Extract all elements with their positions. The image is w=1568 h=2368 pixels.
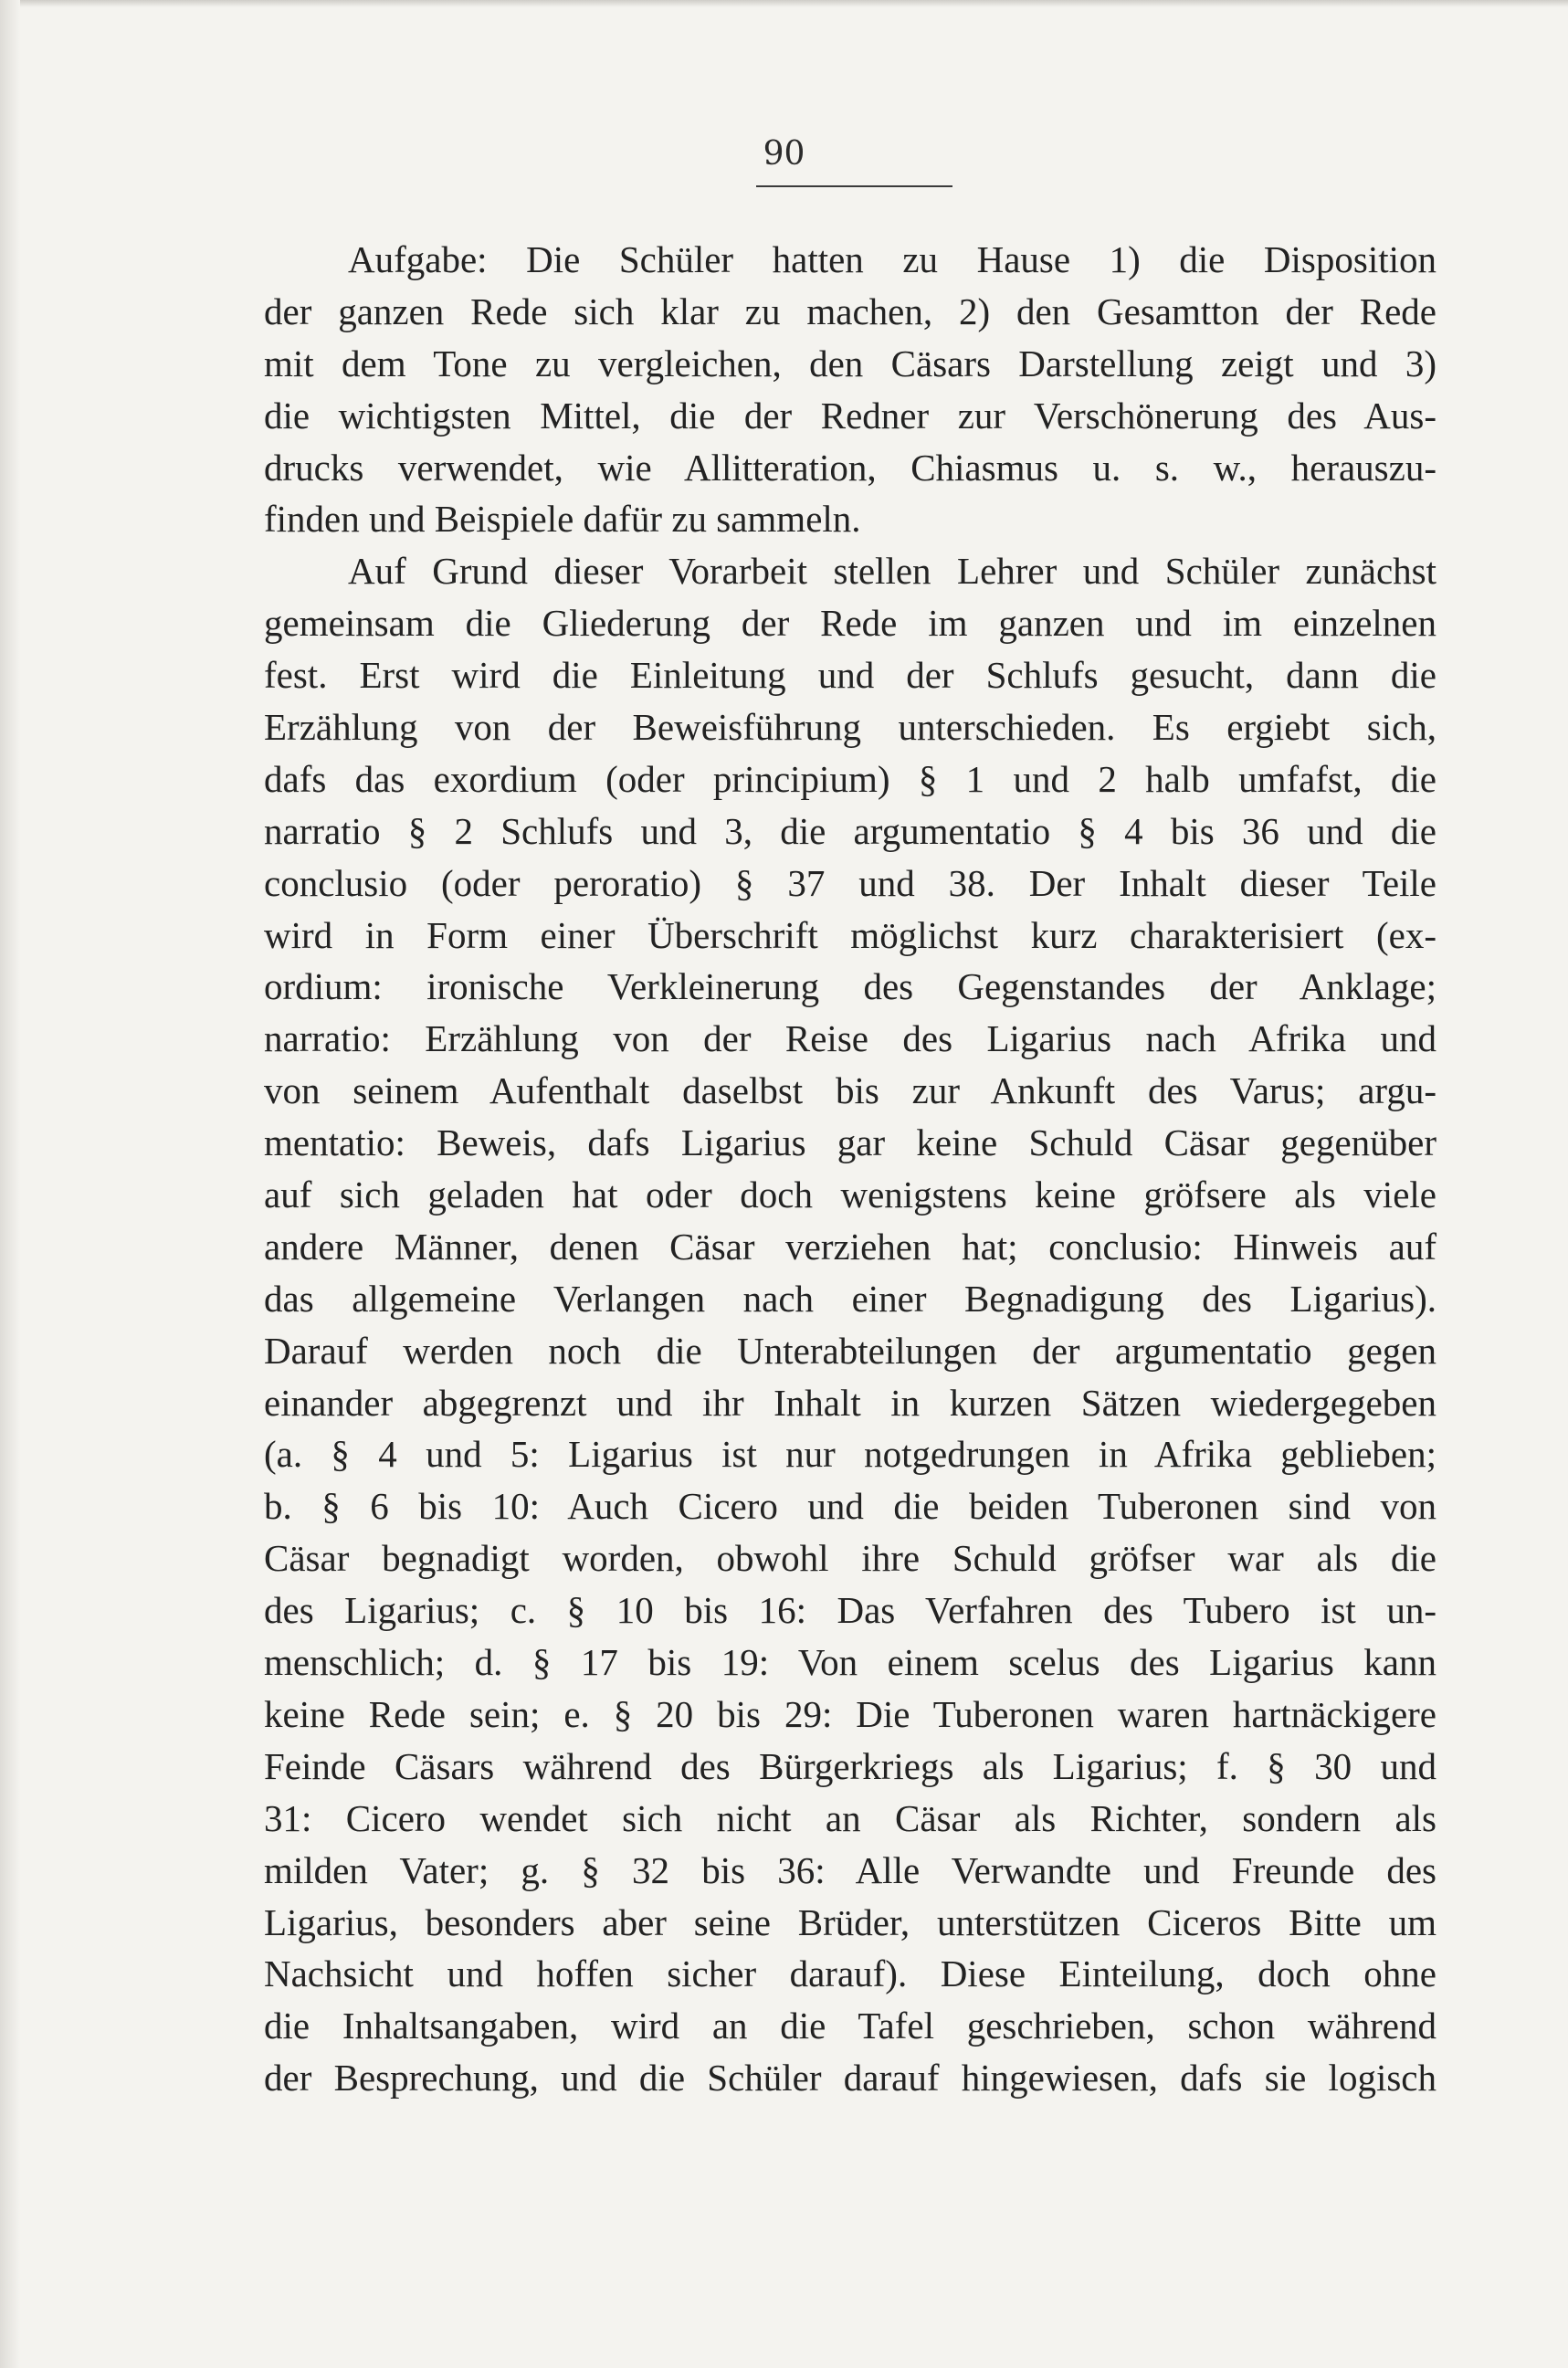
text-line: 31: Cicero wendet sich nicht an Cäsar als Richter, sondern als [264,1796,1436,1839]
text-line: finden und Beispiele dafür zu sammeln. [264,498,861,541]
text-line: keine Rede sein; e. § 20 bis 29: Die Tuberonen waren hartnäckigere [264,1692,1436,1735]
text-line: der Besprechung, und die Schüler darauf hingewiesen, dafs sie logisch [264,2057,1436,2100]
text-line: Auf Grund dieser Vorarbeit stellen Lehrer und Schüler zunächst [348,550,1436,593]
text-line: mit dem Tone zu vergleichen, den Cäsars Darstellung zeigt und 3) [264,342,1436,384]
text-line: (a. § 4 und 5: Ligarius ist nur notgedrungen in Afrika geblieben; [264,1433,1436,1476]
text-line: die Inhaltsangaben, wird an die Tafel geschrieben, schon während [264,2005,1436,2047]
text-line: Feinde Cäsars während des Bürgerkriegs als Ligarius; f. § 30 und [264,1744,1436,1787]
text-line: milden Vater; g. § 32 bis 36: Alle Verwandte und Freunde des [264,1848,1436,1891]
text-line: die wichtigsten Mittel, die der Redner zur Verschönerung des Aus- [264,394,1436,437]
text-line: Aufgabe: Die Schüler hatten zu Hause 1) die Disposition [348,238,1436,280]
text-line: einander abgegrenzt und ihr Inhalt in kurzen Sätzen wiedergegeben [264,1381,1436,1424]
page-number: 90 [763,135,805,173]
body-text [264,234,1436,2104]
text-line: wird in Form einer Überschrift möglichst kurz charakterisiert (ex- [264,913,1436,956]
text-line: das allgemeine Verlangen nach einer Begnadigung des Ligarius). [264,1277,1436,1320]
text-line: Darauf werden noch die Unterabteilungen der argumentatio gegen [264,1329,1436,1372]
text-line: drucks verwendet, wie Allitteration, Chiasmus u. s. w., herauszu- [264,446,1436,489]
text-line: Ligarius, besonders aber seine Brüder, unterstützen Ciceros Bitte um [264,1900,1436,1943]
text-line: dafs das exordium (oder principium) § 1 und 2 halb umfafst, die [264,757,1436,800]
page-number-rule [756,185,952,187]
text-line: von seinem Aufenthalt daselbst bis zur Ankunft des Varus; argu- [264,1069,1436,1112]
text-line: gemeinsam die Gliederung der Rede im ganzen und im einzelnen [264,602,1436,645]
text-line: menschlich; d. § 17 bis 19: Von einem scelus des Ligarius kann [264,1641,1436,1684]
text-line: conclusio (oder peroratio) § 37 und 38. Der Inhalt dieser Teile [264,861,1436,904]
text-line: narratio: Erzählung von der Reise des Ligarius nach Afrika und [264,1017,1436,1060]
text-line: b. § 6 bis 10: Auch Cicero und die beiden Tuberonen sind von [264,1485,1436,1528]
text-line: mentatio: Beweis, dafs Ligarius gar keine Schuld Cäsar gegenüber [264,1121,1436,1164]
left-edge-shadow [0,0,20,2368]
text-line: andere Männer, denen Cäsar verziehen hat; conclusio: Hinweis auf [264,1225,1436,1268]
text-line: Erzählung von der Beweisführung unterschieden. Es ergiebt sich, [264,706,1436,749]
text-line: narratio § 2 Schlufs und 3, die argumentatio § 4 bis 36 und die [264,809,1436,852]
text-line: auf sich geladen hat oder doch wenigstens keine gröfsere als viele [264,1173,1436,1216]
text-line: der ganzen Rede sich klar zu machen, 2) den Gesamtton der Rede [264,289,1436,332]
text-line: des Ligarius; c. § 10 bis 16: Das Verfahren des Tubero ist un- [264,1589,1436,1632]
text-line: Cäsar begnadigt worden, obwohl ihre Schuld gröfser war als die [264,1537,1436,1580]
text-line: fest. Erst wird die Einleitung und der Schlufs gesucht, dann die [264,654,1436,697]
text-line: ordium: ironische Verkleinerung des Gegenstandes der Anklage; [264,965,1436,1008]
top-edge-shadow [0,0,1568,7]
text-line: Nachsicht und hoffen sicher darauf). Diese Einteilung, doch ohne [264,1952,1436,1995]
